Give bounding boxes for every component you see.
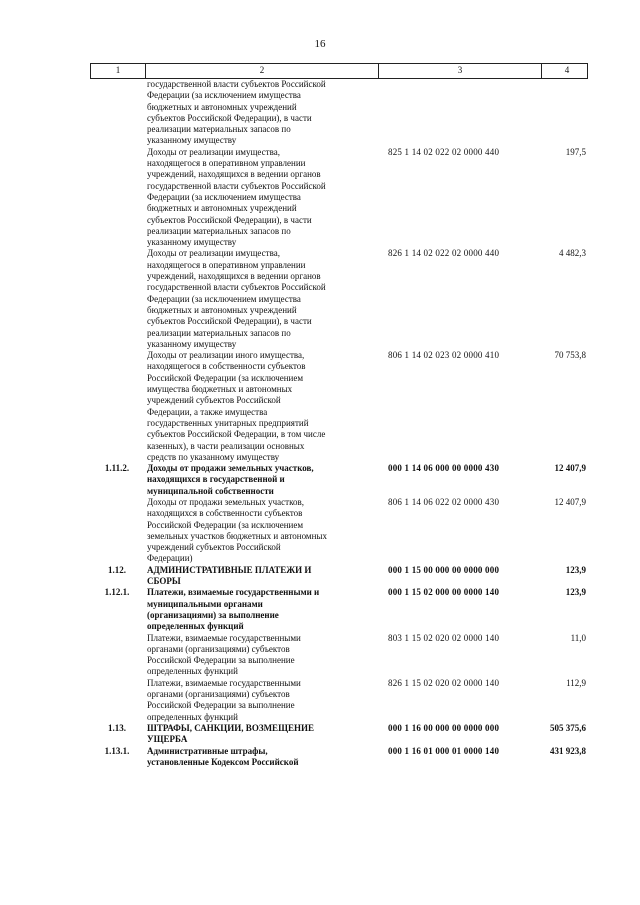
- description-line: указанному имуществу: [147, 237, 237, 248]
- description-line: Доходы от продажи земельных участков,: [147, 496, 304, 507]
- description-line: (организациями) за выполнение: [147, 609, 279, 620]
- amount: 431 923,8: [550, 745, 586, 756]
- table-body: [90, 79, 588, 768]
- description-line: СБОРЫ: [147, 576, 181, 587]
- column-header-1: 1: [115, 65, 121, 75]
- description-line: бюджетных и автономных учреждений: [147, 203, 297, 214]
- budget-code: [376, 79, 538, 147]
- row-number: [90, 678, 144, 723]
- table-header-row: [90, 63, 588, 79]
- row-description: [144, 746, 376, 769]
- column-header-4: 4: [541, 64, 592, 78]
- amount: 12 407,9: [554, 463, 586, 474]
- amount: [538, 79, 588, 147]
- description-line: органами (организациями) субъектов: [147, 643, 290, 654]
- description-line: Доходы от реализации иного имущества,: [147, 350, 305, 361]
- amount: 123,9: [565, 564, 586, 575]
- description-line: Платежи, взимаемые государственными: [147, 632, 301, 643]
- description-line: находящегося в собственности субъектов: [147, 361, 306, 372]
- description-line: учреждений субъектов Российской: [147, 542, 281, 553]
- row-number: 1.11.2.: [104, 463, 130, 474]
- table-row: [90, 248, 588, 350]
- table-row: [90, 565, 588, 588]
- description-line: находящегося в оперативном управлении: [147, 158, 306, 169]
- budget-code: 825 1 14 02 022 02 0000 440: [388, 146, 500, 157]
- description-line: Российской Федерации (за исключением: [147, 519, 304, 530]
- row-number: 1.13.: [108, 722, 126, 733]
- budget-code: 000 1 15 00 000 00 0000 000: [388, 564, 500, 575]
- row-description: [144, 723, 376, 746]
- row-number: [90, 350, 144, 463]
- description-line: земельных участков бюджетных и автономных: [147, 530, 327, 541]
- description-line: Доходы от реализации имущества,: [147, 146, 280, 157]
- description-line: Доходы от реализации имущества,: [147, 248, 280, 259]
- amount: 4 482,3: [559, 248, 586, 259]
- description-line: бюджетных и автономных учреждений: [147, 304, 297, 315]
- description-line: государственной власти субъектов Российской: [147, 180, 326, 191]
- description-line: УЩЕРБА: [147, 734, 188, 745]
- description-line: определенных функций: [147, 711, 238, 722]
- budget-code: 806 1 14 06 022 02 0000 430: [388, 496, 500, 507]
- description-line: реализации материальных запасов по: [147, 327, 291, 338]
- description-line: учреждений, находящихся в ведении органов: [147, 169, 321, 180]
- page-number: 16: [314, 38, 326, 50]
- description-line: Федерации, а также имущества: [147, 406, 268, 417]
- description-line: учреждений, находящихся в ведении органов: [147, 271, 321, 282]
- row-description: [144, 497, 376, 565]
- description-line: находящихся в собственности субъектов: [147, 508, 303, 519]
- description-line: казенных), в части реализации основных: [147, 440, 305, 451]
- description-line: Платежи, взимаемые государственными: [147, 677, 301, 688]
- description-line: субъектов Российской Федерации), в части: [147, 112, 312, 123]
- description-line: субъектов Российской Федерации), в части: [147, 214, 312, 225]
- description-line: муниципальными органами: [147, 598, 263, 609]
- row-number: [90, 497, 144, 565]
- budget-code: 000 1 16 01 000 01 0000 140: [388, 745, 500, 756]
- column-header-2: 2: [145, 64, 378, 78]
- description-line: муниципальной собственности: [147, 485, 274, 496]
- description-line: реализации материальных запасов по: [147, 124, 291, 135]
- revenue-table: [90, 63, 588, 768]
- table-row: [90, 147, 588, 249]
- row-description: [144, 79, 376, 147]
- amount: 197,5: [565, 146, 586, 157]
- table-row: [90, 723, 588, 746]
- description-line: Российской Федерации (за исключением: [147, 372, 304, 383]
- table-row: [90, 497, 588, 565]
- amount: 11,0: [570, 632, 586, 643]
- description-line: Федерации (за исключением имущества: [147, 90, 301, 101]
- row-number: [90, 147, 144, 249]
- table-row: [90, 633, 588, 678]
- row-number: [90, 79, 144, 147]
- budget-code: 826 1 15 02 020 02 0000 140: [388, 677, 500, 688]
- table-row: [90, 79, 588, 147]
- description-line: Доходы от продажи земельных участков,: [147, 463, 314, 474]
- description-line: указанному имуществу: [147, 135, 237, 146]
- table-row: [90, 587, 588, 632]
- row-description: [144, 350, 376, 463]
- description-line: органами (организациями) субъектов: [147, 689, 290, 700]
- budget-code: 826 1 14 02 022 02 0000 440: [388, 248, 500, 259]
- row-description: [144, 678, 376, 723]
- description-line: государственной власти субъектов Российской: [147, 282, 326, 293]
- description-line: Федерации (за исключением имущества: [147, 191, 301, 202]
- amount: 505 375,6: [550, 722, 586, 733]
- description-line: субъектов Российской Федерации, в том числе: [147, 429, 326, 440]
- row-number: 1.12.1.: [104, 587, 130, 598]
- description-line: определенных функций: [147, 666, 238, 677]
- description-line: субъектов Российской Федерации), в части: [147, 316, 312, 327]
- description-line: учреждений субъектов Российской: [147, 395, 281, 406]
- description-line: Федерации): [147, 553, 193, 564]
- table-row: [90, 463, 588, 497]
- description-line: Российской Федерации за выполнение: [147, 700, 295, 711]
- budget-code: 000 1 14 06 000 00 0000 430: [388, 463, 500, 474]
- row-number: [90, 248, 144, 350]
- description-line: указанному имуществу: [147, 338, 237, 349]
- amount: 112,9: [566, 677, 586, 688]
- budget-code: 803 1 15 02 020 02 0000 140: [388, 632, 500, 643]
- table-row: [90, 350, 588, 463]
- row-description: [144, 633, 376, 678]
- description-line: находящегося в оперативном управлении: [147, 259, 306, 270]
- budget-code: 000 1 15 02 000 00 0000 140: [388, 587, 500, 598]
- description-line: установленные Кодексом Российской: [147, 756, 299, 767]
- row-description: [144, 463, 376, 497]
- row-number: 1.12.: [108, 564, 126, 575]
- amount: 12 407,9: [554, 496, 586, 507]
- table-row: [90, 746, 588, 769]
- description-line: имущества бюджетных и автономных: [147, 384, 293, 395]
- description-line: государственных унитарных предприятий: [147, 417, 309, 428]
- description-line: Платежи, взимаемые государственными и: [147, 587, 320, 598]
- row-description: [144, 587, 376, 632]
- description-line: АДМИНИСТРАТИВНЫЕ ПЛАТЕЖИ И: [147, 564, 312, 575]
- description-line: Административные штрафы,: [147, 745, 268, 756]
- row-description: [144, 147, 376, 249]
- row-number: [90, 633, 144, 678]
- row-description: [144, 248, 376, 350]
- description-line: средств по указанному имуществу: [147, 451, 280, 462]
- column-header-3: 3: [378, 64, 541, 78]
- amount: 123,9: [565, 587, 586, 598]
- description-line: находящихся в государственной и: [147, 474, 285, 485]
- description-line: реализации материальных запасов по: [147, 225, 291, 236]
- description-line: Российской Федерации за выполнение: [147, 655, 295, 666]
- budget-code: 000 1 16 00 000 00 0000 000: [388, 722, 500, 733]
- row-number: 1.13.1.: [104, 745, 130, 756]
- amount: 70 753,8: [554, 350, 586, 361]
- table-row: [90, 678, 588, 723]
- row-description: [144, 565, 376, 588]
- description-line: ШТРАФЫ, САНКЦИИ, ВОЗМЕЩЕНИЕ: [147, 722, 314, 733]
- description-line: определенных функций: [147, 621, 244, 632]
- budget-code: 806 1 14 02 023 02 0000 410: [388, 350, 500, 361]
- description-line: государственной власти субъектов Российской: [147, 79, 326, 89]
- description-line: бюджетных и автономных учреждений: [147, 101, 297, 112]
- description-line: Федерации (за исключением имущества: [147, 293, 301, 304]
